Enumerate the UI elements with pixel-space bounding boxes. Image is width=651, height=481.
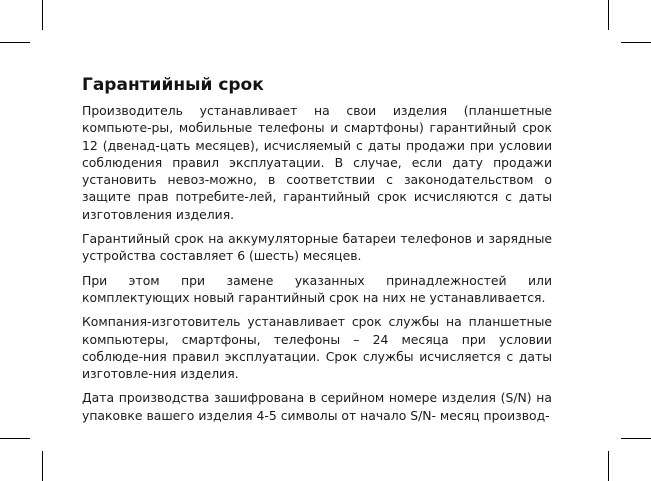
crop-mark-bottom-left-horizontal — [0, 438, 30, 439]
paragraph-production-date: Дата производства зашифрована в серийном номере изделия (S/N) на упаковке вашего изделия 4-5 символы от начало S/N- месяц производ- — [82, 390, 552, 423]
page-title: Гарантийный срок — [82, 75, 264, 95]
paragraph-service-life: Компания-изготовитель устанавливает срок службы на планшетные компьютеры, смартфоны, телефоны – 24 месяца при условии соблюде-ния правил эксплуатации. Срок службы исчисляется с даты изготовле-ния изделия. — [82, 314, 552, 382]
paragraph-replacement-parts: При этом при замене указанных принадлежностей или комплектующих новый гарантийный срок на них не устанавливается. — [82, 272, 552, 305]
crop-mark-bottom-right-horizontal — [621, 438, 651, 439]
crop-mark-bottom-right-vertical — [608, 451, 609, 481]
document-body — [82, 74, 552, 431]
crop-mark-bottom-left-vertical — [42, 451, 43, 481]
paragraph-battery-warranty: Гарантийный срок на аккумуляторные батареи телефонов и зарядные устройства составляет 6 (шесть) месяцев. — [82, 231, 552, 264]
paragraph-warranty-period: Производитель устанавливает на свои изделия (планшетные компьюте-ры, мобильные телефоны и смартфоны) гарантийный срок 12 (двенад-цать месяцев), исчисляемый с даты продажи при условии соблюдения правил эксплуатации. В случае, если дату продажи установить невоз-можно, в соответствии с законодательством о защите прав потребите-лей, гарантийный срок исчисляются с даты изготовления изделия. — [82, 103, 552, 222]
